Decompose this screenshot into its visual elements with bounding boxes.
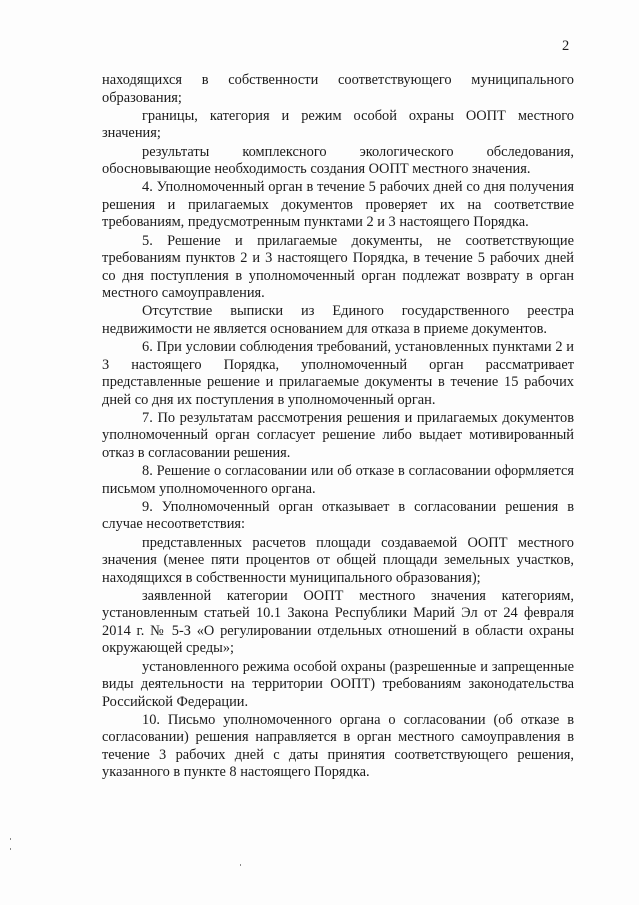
paragraph-survey-results: результаты комплексного экологического обследования, обосновывающие необходимость создания ООПТ местного значения. [102, 143, 574, 177]
scan-speck [240, 864, 241, 866]
paragraph-item-4: 4. Уполномоченный орган в течение 5 рабочих дней со дня получения решения и прилагаемых документов проверяет их на соответствие требованиям, предусмотренным пунктами 2 и 3 настоящего Порядка. [102, 179, 574, 231]
document-body [102, 72, 574, 783]
paragraph-item-7: 7. По результатам рассмотрения решения и прилагаемых документов уполномоченный орган согласует решение либо выдает мотивированный отказ в согласовании решения. [102, 409, 574, 461]
scan-speck [10, 848, 11, 850]
page-number: 2 [562, 38, 570, 54]
paragraph-item-8: 8. Решение о согласовании или об отказе в согласовании оформляется письмом уполномоченного органа. [102, 463, 574, 497]
paragraph-item-10: 10. Письмо уполномоченного органа о согласовании (об отказе в согласовании) решения направляется в орган местного самоуправления в течение 3 рабочих дней с даты принятия соответствующего решения, указанного в пункте 8 настоящего Порядка. [102, 711, 574, 781]
paragraph-declared-category: заявленной категории ООПТ местного значения категориям, установленным статьей 10.1 Закона Республики Марий Эл от 24 февраля 2014 г. № 5-З «О регулировании отдельных отношений в области охраны окружающей среды»; [102, 587, 574, 657]
paragraph-item-6: 6. При условии соблюдения требований, установленных пунктами 2 и 3 настоящего Порядка, уполномоченный орган рассматривает представленные решение и прилагаемые документы в течение 15 рабочих дней со дня их поступления в уполномоченный орган. [102, 339, 574, 408]
scan-speck [10, 838, 11, 840]
paragraph-continuation: находящихся в собственности соответствующего муниципального образования; [102, 72, 574, 106]
paragraph-registry-extract: Отсутствие выписки из Единого государственного реестра недвижимости не является основанием для отказа в приеме документов. [102, 303, 574, 337]
paragraph-area-calculation: представленных расчетов площади создаваемой ООПТ местного значения (менее пяти процентов от общей площади земельных участков, находящихся в собственности муниципального образования); [102, 534, 574, 586]
paragraph-boundaries: границы, категория и режим особой охраны ООПТ местного значения; [102, 107, 574, 142]
paragraph-item-9: 9. Уполномоченный орган отказывает в согласовании решения в случае несоответствия: [102, 498, 574, 533]
paragraph-item-5: 5. Решение и прилагаемые документы, не соответствующие требованиям пунктов 2 и 3 настоящего Порядка, в течение 5 рабочих дней со дня поступления в уполномоченный орган подлежат возврату в орган местного самоуправления. [102, 232, 574, 301]
paragraph-protection-regime: установленного режима особой охраны (разрешенные и запрещенные виды деятельности на территории ООПТ) требованиям законодательства Российской Федерации. [102, 658, 574, 710]
